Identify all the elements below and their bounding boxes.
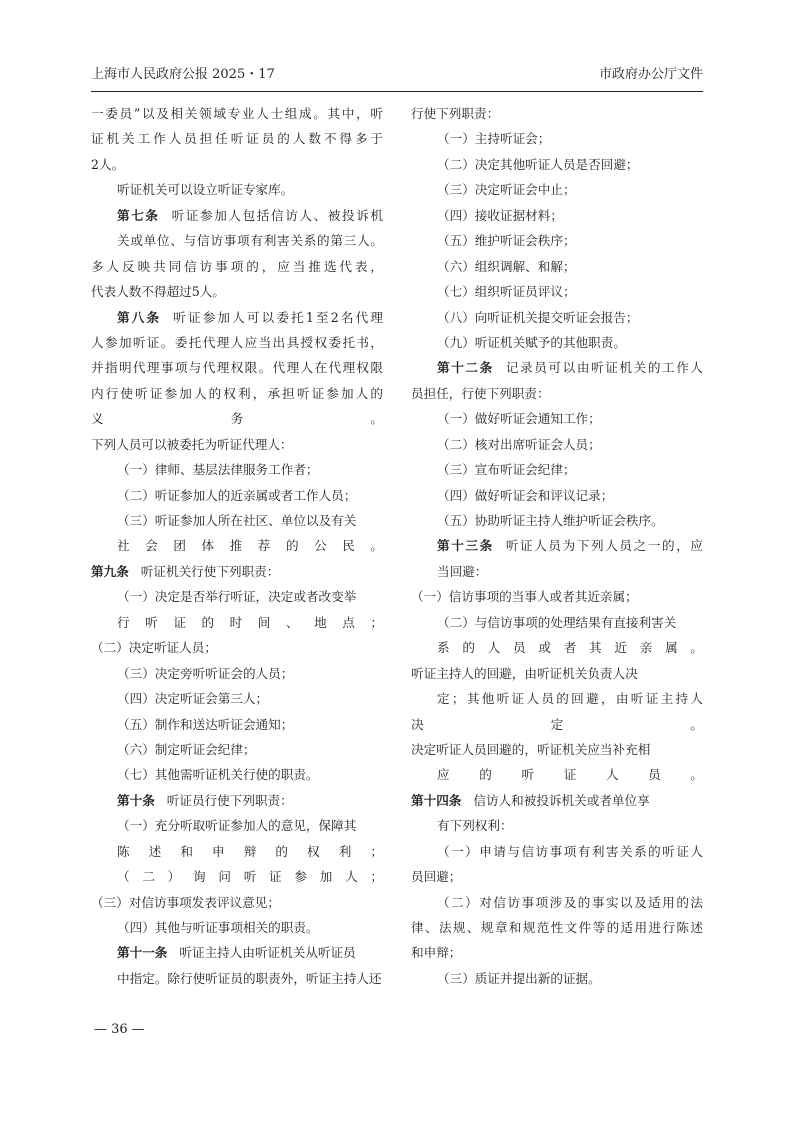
line-text: 听证机关行使下列职责： — [140, 563, 280, 579]
text-line — [411, 381, 703, 406]
article-number: 第十条 — [117, 792, 155, 808]
left-column — [91, 101, 383, 991]
line-text: 听证主持人的回避，由听证机关负责人决 — [411, 665, 638, 681]
line-text: 一委员”以及相关领域专业人士组成。其中，听 — [91, 106, 383, 121]
text-line — [411, 966, 703, 991]
text-line — [91, 483, 383, 508]
text-line — [411, 890, 703, 915]
text-line — [411, 737, 703, 762]
article-number: 第九条 — [91, 563, 129, 579]
line-text: （一）律师、基层法律服务工作者； — [117, 462, 319, 478]
line-text: 听证机关可以设立听证专家库。 — [117, 182, 294, 198]
line-text: （一）信访事项的当事人或者其近亲属； — [411, 589, 638, 605]
line-text: 听证参加人包括信访人、被投诉机 — [171, 207, 384, 223]
line-text: （一）充分听取听证参加人的意见，保障其 — [117, 818, 357, 834]
line-text: （四）其他与听证事项相关的职责。 — [117, 920, 319, 935]
page-number: — 36 — — [94, 1022, 145, 1037]
line-text: 下列人员可以被委托为听证代理人： — [91, 436, 293, 452]
line-text: 关或单位、与信访事项有利害关系的第三人。 — [117, 233, 383, 249]
text-line — [91, 457, 383, 482]
line-text: 社会团体推荐的公民。 — [117, 538, 383, 554]
text-line — [411, 762, 703, 787]
text-line — [91, 864, 383, 889]
text-line — [91, 406, 383, 431]
text-line — [411, 559, 703, 584]
line-text: 2人。 — [91, 156, 125, 172]
text-line — [411, 712, 703, 737]
text-line — [91, 381, 383, 406]
text-line — [91, 635, 383, 660]
line-text: 决定听证人员回避的，听证机关应当补充相 — [411, 741, 651, 757]
text-line — [411, 940, 703, 965]
text-line — [411, 661, 703, 686]
line-text: （三）宣布听证会纪律； — [437, 462, 576, 478]
text-line — [411, 203, 703, 228]
text-line — [411, 635, 703, 660]
line-text: （二）与信访事项的处理结果有直接利害关 — [437, 614, 677, 630]
article-line — [411, 355, 703, 380]
line-text: （六）组织调解、和解； — [437, 258, 576, 274]
line-text: 听证参加人可以委托1至2名代理 — [173, 309, 383, 325]
text-line — [91, 584, 383, 609]
line-text: 员回避； — [411, 869, 462, 885]
right-column — [411, 101, 703, 991]
line-text: （二）对信访事项涉及的事实以及适用的法 — [437, 894, 703, 910]
text-line — [411, 610, 703, 635]
line-text: 和申辩； — [411, 945, 462, 961]
line-text: 听证员行使下列职责： — [166, 792, 293, 808]
line-text: 中指定。除行使听证员的职责外，听证主持人还 — [117, 970, 382, 986]
text-line — [411, 126, 703, 151]
line-text: （五）制作和送达听证会通知； — [117, 716, 294, 732]
text-line — [411, 813, 703, 838]
line-text: （四）做好听证会和评议记录； — [437, 487, 614, 503]
text-line — [411, 177, 703, 202]
text-line — [91, 533, 383, 558]
line-text: （五）协助听证主持人维护听证会秩序。 — [437, 513, 664, 528]
header-rule — [91, 91, 703, 92]
article-number: 第十二条 — [437, 360, 494, 376]
line-text: （九）听证机关赋予的其他职责。 — [437, 334, 626, 350]
text-line — [91, 890, 383, 915]
text-line — [91, 762, 383, 787]
line-text: （四）决定听证会第三人； — [117, 691, 269, 707]
line-text: （五）维护听证会秩序； — [437, 233, 576, 249]
line-text: 有下列权利： — [437, 818, 513, 834]
text-line — [411, 508, 703, 533]
article-line — [91, 940, 383, 965]
line-text: 定；其他听证人员的回避，由听证主持人 — [437, 691, 703, 707]
line-text: （一）申请与信访事项有利害关系的听证人 — [437, 843, 703, 859]
text-line — [411, 254, 703, 279]
text-line — [411, 483, 703, 508]
text-line — [411, 457, 703, 482]
line-text: （二）核对出席听证会人员； — [437, 436, 601, 452]
line-text: 记录员可以由听证机关的工作人 — [505, 360, 704, 376]
line-text: 信访人和被投诉机关或者单位享 — [473, 792, 650, 808]
text-line — [91, 101, 383, 126]
line-text: 当回避： — [437, 563, 488, 579]
text-line — [411, 915, 703, 940]
line-text: （三）决定听证会中止； — [437, 182, 576, 198]
text-line — [411, 330, 703, 355]
text-line — [91, 228, 383, 253]
text-line — [411, 228, 703, 253]
header-section: 市政府办公厅文件 — [598, 67, 703, 82]
line-text: （二）决定听证人员； — [91, 640, 217, 656]
text-line — [91, 508, 383, 533]
line-text: （四）接收证据材料； — [437, 207, 563, 223]
text-line — [91, 279, 383, 304]
text-line — [91, 813, 383, 838]
line-text: 行听证的时间、地点； — [117, 614, 383, 630]
line-text: 多人反映共同信访事项的，应当推选代表， — [91, 258, 383, 274]
article-number: 第七条 — [117, 207, 160, 223]
line-text: （七）其他需听证机关行使的职责。 — [117, 767, 319, 783]
text-line — [91, 966, 383, 991]
line-text: 陈述和申辩的权利； — [117, 843, 383, 859]
line-text: 义务。 — [91, 411, 383, 427]
article-line — [91, 788, 383, 813]
text-line — [91, 915, 383, 940]
article-line — [91, 305, 383, 330]
text-line — [411, 305, 703, 330]
line-text: 员担任，行使下列职责： — [411, 385, 550, 401]
text-line — [91, 355, 383, 380]
article-line — [411, 788, 703, 813]
text-line — [411, 101, 703, 126]
text-line — [411, 584, 703, 609]
text-line — [91, 839, 383, 864]
text-line — [91, 686, 383, 711]
line-text: 听证主持人由听证机关从听证员 — [179, 945, 356, 961]
line-text: 律、法规、规章和规范性文件等的适用进行陈述 — [411, 920, 703, 935]
text-line — [411, 152, 703, 177]
text-line — [91, 661, 383, 686]
line-text: （三）听证参加人所在社区、单位以及有关 — [117, 513, 357, 528]
text-line — [411, 406, 703, 431]
line-text: 证机关工作人员担任听证员的人数不得多于 — [91, 131, 383, 147]
line-text: （八）向听证机关提交听证会报告； — [437, 309, 639, 325]
text-line — [91, 126, 383, 151]
text-line — [411, 839, 703, 864]
article-number: 第八条 — [117, 309, 162, 325]
text-line — [411, 432, 703, 457]
text-line — [91, 177, 383, 202]
line-text: 代表人数不得超过5人。 — [91, 284, 225, 300]
article-number: 第十一条 — [117, 945, 168, 961]
text-line — [411, 686, 703, 711]
line-text: （三）决定旁听听证会的人员； — [117, 665, 294, 681]
line-text: （二）决定其他听证人员是否回避； — [437, 156, 639, 172]
line-text: （三）质证并提出新的证据。 — [437, 970, 601, 986]
line-text: （二）听证参加人的近亲属或者工作人员； — [117, 487, 357, 503]
text-line — [91, 254, 383, 279]
line-text: 并指明代理事项与代理权限。代理人在代理权限 — [91, 360, 383, 376]
line-text: 系的人员或者其近亲属。 — [437, 640, 703, 656]
article-line — [411, 533, 703, 558]
line-text: （一）决定是否举行听证，决定或者改变举 — [117, 589, 357, 605]
header-publication: 上海市人民政府公报 2025・17 — [91, 67, 275, 82]
text-line — [411, 279, 703, 304]
line-text: （一）做好听证会通知工作； — [437, 411, 601, 427]
line-text: （一）主持听证会； — [437, 131, 551, 147]
line-text: （七）组织听证员评议； — [437, 284, 576, 300]
text-line — [91, 610, 383, 635]
text-line — [91, 330, 383, 355]
line-text: 决定。 — [411, 716, 703, 732]
article-number: 第十三条 — [437, 538, 494, 554]
text-line — [91, 712, 383, 737]
line-text: （六）制定听证会纪律； — [117, 741, 256, 757]
line-text: 内行使听证参加人的权利，承担听证参加人的 — [91, 385, 383, 401]
article-line — [91, 559, 383, 584]
line-text: （三）对信访事项发表评议意见； — [91, 894, 280, 910]
line-text: 行使下列职责： — [411, 106, 500, 121]
line-text: 应的听证人员。 — [437, 767, 703, 783]
text-line — [411, 864, 703, 889]
line-text: （二）询问听证参加人； — [117, 869, 383, 885]
text-line — [91, 152, 383, 177]
line-text: 人参加听证。委托代理人应当出具授权委托书， — [91, 334, 383, 350]
text-line — [91, 737, 383, 762]
article-number: 第十四条 — [411, 792, 462, 808]
text-line — [91, 432, 383, 457]
line-text: 听证人员为下列人员之一的，应 — [505, 538, 704, 554]
article-line — [91, 203, 383, 228]
